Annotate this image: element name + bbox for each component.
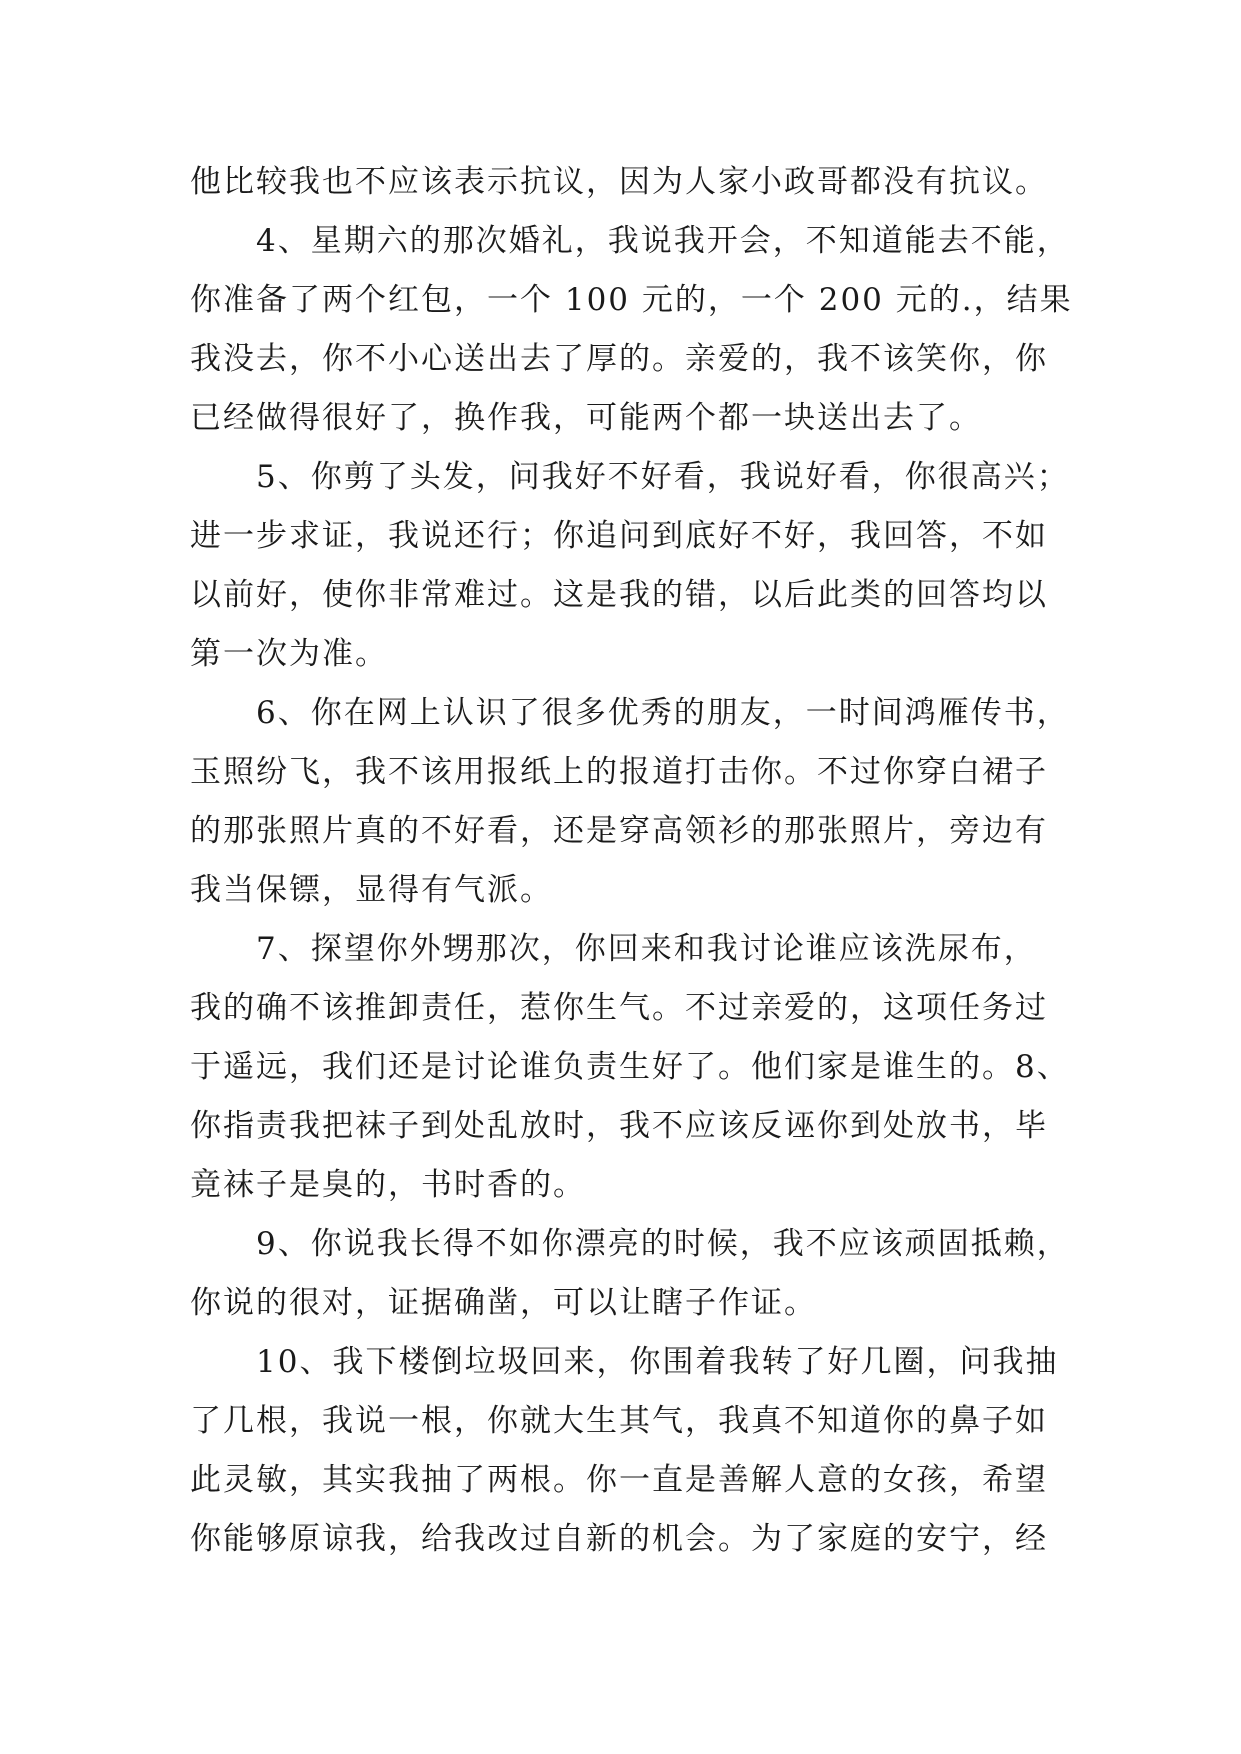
- text-line: 了几根，我说一根，你就大生其气，我真不知道你的鼻子如: [190, 1403, 1048, 1439]
- text-line: 我的确不该推卸责任，惹你生气。不过亲爱的，这项任务过: [190, 990, 1048, 1026]
- text-line: 你能够原谅我，给我改过自新的机会。为了家庭的安宁，经: [190, 1521, 1048, 1557]
- text-line: 以前好，使你非常难过。这是我的错，以后此类的回答均以: [190, 577, 1048, 613]
- text-line: 第一次为准。: [190, 636, 388, 672]
- text-line: 我当保镖，显得有气派。: [190, 872, 553, 908]
- text-line: 你说的很对，证据确凿，可以让瞎子作证。: [190, 1285, 817, 1321]
- text-line: 他比较我也不应该表示抗议，因为人家小政哥都没有抗议。: [190, 164, 1048, 200]
- text-line: 我没去，你不小心送出去了厚的。亲爱的，我不该笑你，你: [190, 341, 1048, 377]
- body-text: [190, 153, 1073, 1569]
- text-line: 9、你说我长得不如你漂亮的时候，我不应该顽固抵赖，: [256, 1226, 1070, 1262]
- text-line: 10、我下楼倒垃圾回来，你围着我转了好几圈，问我抽: [256, 1344, 1059, 1380]
- text-line: 玉照纷飞，我不该用报纸上的报道打击你。不过你穿白裙子: [190, 754, 1048, 790]
- text-line: 4、星期六的那次婚礼，我说我开会，不知道能去不能，: [256, 223, 1070, 259]
- text-line: 7、探望你外甥那次，你回来和我讨论谁应该洗尿布，: [256, 931, 1037, 967]
- text-line: 的那张照片真的不好看，还是穿高领衫的那张照片，旁边有: [190, 813, 1048, 849]
- text-line: 5、你剪了头发，问我好不好看，我说好看，你很高兴；: [256, 459, 1070, 495]
- text-line: 你指责我把袜子到处乱放时，我不应该反诬你到处放书，毕: [190, 1108, 1048, 1144]
- text-line: 进一步求证，我说还行；你追问到底好不好，我回答，不如: [190, 518, 1048, 554]
- text-line: 你准备了两个红包，一个 100 元的，一个 200 元的.，结果: [190, 282, 1073, 318]
- text-line: 6、你在网上认识了很多优秀的朋友，一时间鸿雁传书，: [256, 695, 1070, 731]
- text-line: 于遥远，我们还是讨论谁负责生好了。他们家是谁生的。8、: [190, 1049, 1070, 1085]
- text-line: 此灵敏，其实我抽了两根。你一直是善解人意的女孩，希望: [190, 1462, 1048, 1498]
- text-line: 已经做得很好了，换作我，可能两个都一块送出去了。: [190, 400, 982, 436]
- text-line: 竟袜子是臭的，书时香的。: [190, 1167, 586, 1203]
